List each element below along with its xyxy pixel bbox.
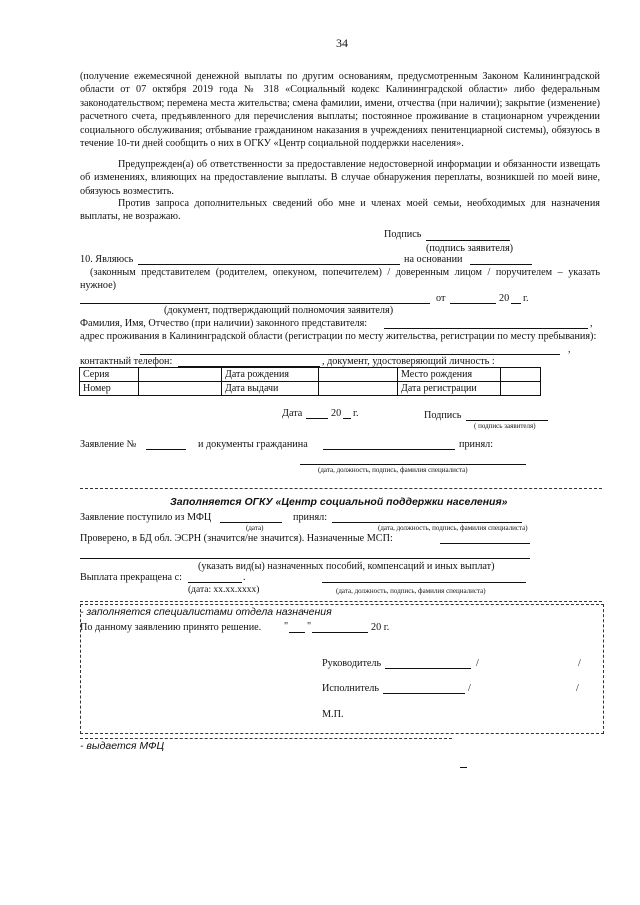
divider [80,738,452,739]
footer-note: - выдается МФЦ [80,740,165,752]
department-executor-line [383,693,465,694]
acceptance-citizen-line [323,449,455,450]
ogku-received-line [220,522,282,523]
item10-year-suffix: г. [523,293,529,304]
date-year-line [343,418,351,419]
item10-from-label: от [436,293,446,304]
signature-line [426,240,510,241]
department-executor-label: Исполнитель [322,683,379,694]
date-suffix: г. [353,408,359,419]
item10-year-prefix: 20 [499,293,510,304]
department-month-line [312,632,368,633]
department-stamp-label: М.П. [322,709,344,720]
department-quote-open: " [284,621,289,632]
registration-date-label: Дата регистрации [398,382,501,396]
department-day-line [289,632,305,633]
series-value[interactable] [139,368,222,382]
acceptance-number-line [146,449,186,450]
item10-basis-line [470,264,532,265]
item10-from-line [450,303,496,304]
item10-fio-line [384,328,588,329]
ogku-stopped-label: Выплата прекращена с: [80,572,182,583]
item10-role-line [138,264,400,265]
acceptance-label: Заявление № [80,439,137,450]
table-row [80,382,541,396]
ogku-accepted-label: принял: [293,512,328,523]
signature-caption: (подпись заявителя) [426,243,514,254]
footer-mark [460,767,467,768]
date-signature-line [466,420,548,421]
acceptance-docs-label: и документы гражданина [198,439,308,450]
divider [80,488,602,489]
date-year: 20 [331,408,342,419]
item10-address-comma: , [568,344,571,355]
ogku-stopped-caption: (дата: хх.хх.хххх) [188,585,260,595]
item10-address-label: адрес проживания в Калининградской области (регистрации по месту жительства, регистрации по месту пребывания): [80,331,597,342]
birth-date-value[interactable] [319,368,398,382]
department-executor-slash: / [468,683,471,694]
date-day-line [306,418,328,419]
signature-label: Подпись [384,229,422,240]
ogku-benefits-caption: (указать вид(ы) назначенных пособий, компенсаций и иных выплат) [198,561,495,572]
birth-place-label: Место рождения [398,368,501,382]
acceptance-accepted-label: принял: [459,439,494,450]
ogku-stopped-dot: . [243,572,246,583]
department-head-slash: / [476,658,479,669]
issue-date-label: Дата выдачи [222,382,319,396]
id-document-table [79,367,541,396]
department-executor-slash-end: / [576,683,579,694]
acceptance-staff-line [300,464,526,465]
date-label: Дата [282,408,303,419]
department-head-label: Руководитель [322,658,382,669]
ogku-checked-label: Проверено, в БД обл. ЭСРН (значится/не значится). Назначенные МСП: [80,533,393,544]
item10-doc-caption: (документ, подтверждающий полномочия заявителя) [164,305,394,316]
table-row [80,368,541,382]
ogku-stopped-staff-line [322,582,526,583]
department-quote-close: " [307,621,312,632]
intro-paragraph: (получение ежемесячной денежной выплаты по другим основаниям, предусмотренным Законом Калининградской области от 07 октября 2019 года № 318 «Социальный кодекс Калининградской области» либо федеральным законодательством; перемена места жительства; смена фамилии, имени, отчества (при наличии); закрытие (изменение) расчетного счета, предъявленного для перечисления выплаты; постоянное проживание в стационарном учреждении социального обслуживания; отбывание гражданином наказания в учреждениях пенитенциарной системы), обязуюсь в течение 10-ти дней сообщить о них в ОГКУ «Центр социальной поддержки населения». [80,71,600,150]
ogku-staff-caption-2: (дата, должность, подпись, фамилия специалиста) [336,587,486,595]
warning-paragraph: Предупрежден(а) об ответственности за предоставление недостоверной информации и обязанности извещать об изменениях, влияющих на предоставление выплаты. В случае обнаружения переплаты, возникшей по моей вине, обязуюсь возместить. [80,159,600,197]
department-heading: - заполняется специалистами отдела назначения [80,606,332,618]
number-value[interactable] [139,382,222,396]
item10-fio-label: Фамилия, Имя, Отчество (при наличии) законного представителя: [80,318,368,329]
ogku-staff-caption: (дата, должность, подпись, фамилия специалиста) [378,524,528,532]
ogku-benefits-line1 [440,543,530,544]
number-label: Номер [80,382,139,396]
ogku-date-caption: (дата) [246,524,264,532]
ogku-benefits-line2 [80,558,530,559]
divider [80,601,602,602]
item10-id-doc-label: , документ, удостоверяющий личность : [322,356,495,367]
ogku-accepted-line [332,522,522,523]
issue-date-value[interactable] [319,382,398,396]
item10-role-note: (законным представителем (родителем, опекуном, попечителем) / доверенным лицом / поручителем – указать нужное) [80,267,600,292]
department-head-slash-end: / [578,658,581,669]
acceptance-caption: (дата, должность, подпись, фамилия специалиста) [318,466,468,474]
consent-paragraph: Против запроса дополнительных сведений обо мне и членах моей семьи, необходимых для назначения выплаты, не возражаю. [80,198,600,223]
item10-basis-label: на основании [404,254,463,265]
series-label: Серия [80,368,139,382]
item10-label: 10. Являюсь [80,254,134,265]
item10-fio-comma: , [590,318,593,329]
ogku-stopped-line [188,582,242,583]
department-decision-label: По данному заявлению принято решение. [80,622,262,633]
department-year-label: 20 г. [371,622,390,633]
date-signature-label: Подпись [424,410,462,421]
birth-date-label: Дата рождения [222,368,319,382]
registration-date-value[interactable] [501,382,541,396]
date-signature-caption: ( подпись заявителя) [474,422,536,430]
item10-year-line [511,303,521,304]
birth-place-value[interactable] [501,368,541,382]
ogku-heading: Заполняется ОГКУ «Центр социальной поддержки населения» [170,496,508,508]
ogku-received-label: Заявление поступило из МФЦ [80,512,212,523]
item10-phone-label: контактный телефон: [80,356,173,367]
page-number: 34 [336,36,348,50]
department-head-line [385,668,471,669]
